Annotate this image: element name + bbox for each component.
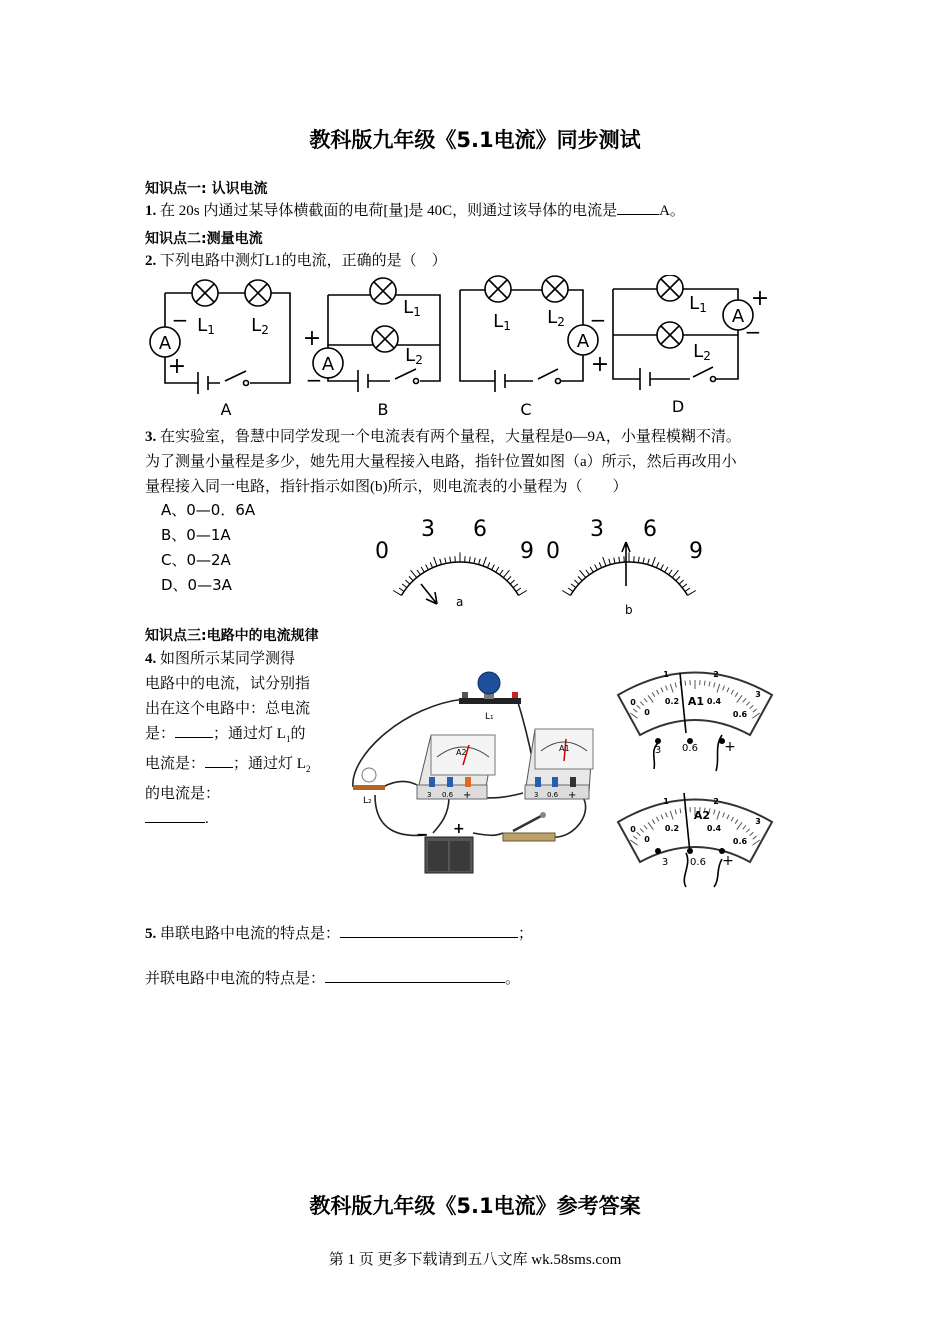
- scale-tick: [648, 559, 650, 565]
- lamp-label: L: [405, 345, 416, 366]
- dial-a1-tick: 2: [713, 670, 719, 679]
- question-4-text: 的电流是：: [145, 786, 221, 802]
- page-footer: 第 1 页 更多下载请到五八文库 wk.58sms.com: [328, 1252, 622, 1268]
- caption-b: b: [625, 603, 633, 617]
- meter-scale-a: [393, 552, 527, 595]
- scale-tick: [609, 559, 611, 565]
- dial-a1-terminal-3: 3: [654, 745, 662, 756]
- scale-tick: [409, 576, 413, 580]
- scale-tick: [599, 562, 601, 567]
- scale-tick: [669, 570, 672, 575]
- scale-tick: [661, 564, 664, 569]
- scale-tick: [474, 558, 475, 564]
- scale-tick: [679, 580, 683, 584]
- answer-blank: [175, 723, 213, 738]
- dial-a2-terminal-0-6: 0.6: [690, 857, 706, 868]
- scale-tick: [580, 570, 586, 577]
- scale-9: 9: [520, 539, 534, 564]
- question-4: [145, 647, 345, 832]
- dial-a1-tick: 3: [755, 690, 761, 699]
- scale-tick: [399, 588, 404, 591]
- option-label-c: C: [520, 400, 532, 419]
- scale-tick: [479, 559, 481, 565]
- battery-plus: +: [453, 821, 465, 837]
- option-a: A、0—0．6A: [161, 501, 256, 519]
- lamp-subscript: 1: [699, 301, 707, 315]
- scale-tick: [519, 590, 527, 595]
- ammeter-a1: [525, 729, 593, 801]
- dial-a2-label: A2: [693, 809, 711, 822]
- dial-a2-terminal-3: 3: [661, 857, 669, 868]
- lamp-label: L: [251, 315, 262, 336]
- scale-tick: [619, 557, 620, 563]
- ammeter-b: A: [321, 354, 335, 375]
- ammeter-d: A: [731, 306, 745, 327]
- scale-tick: [483, 557, 486, 566]
- question-4-text: 是：: [145, 726, 176, 742]
- scale-tick: [434, 557, 437, 566]
- circuit-diagrams: [140, 275, 780, 423]
- scale-tick: [421, 567, 424, 572]
- scale-tick: [603, 557, 606, 566]
- question-4-text: 的: [290, 726, 306, 742]
- dial-a2-tick: 0: [630, 825, 636, 834]
- option-label-a: A: [220, 400, 232, 419]
- ammeter-a: A: [158, 333, 172, 354]
- scale-tick: [445, 558, 446, 564]
- scale-tick: [405, 580, 409, 584]
- answer-blank: [325, 968, 505, 983]
- answer-blank: [145, 808, 205, 823]
- scale-tick: [614, 558, 615, 564]
- lamp-subscript: 2: [703, 349, 711, 363]
- terminal-plus: +: [568, 790, 577, 801]
- meter-scale-b: [562, 552, 696, 595]
- question-5-parallel-end: 。: [505, 971, 521, 987]
- bulb-l2: [353, 768, 385, 806]
- question-3-line-2: 为了测量小量程是多少，她先用大量程接入电路，指针位置如图（a）所示，然后再改用小: [145, 454, 737, 470]
- dial-a2-tick: 3: [755, 817, 761, 826]
- scale-tick: [402, 584, 407, 588]
- scale-tick: [586, 570, 589, 575]
- question-3-line-3: 量程接入同一电路，指针指示如图(b)所示，则电流表的小量程为（ ）: [145, 479, 628, 495]
- question-number: 5.: [145, 926, 157, 942]
- scale-tick: [492, 564, 495, 569]
- option-label-d: D: [671, 397, 685, 416]
- section-heading-1: 知识点一: 认识电流: [145, 181, 268, 197]
- plus-sign: +: [590, 352, 610, 377]
- scale-6: 6: [473, 517, 487, 542]
- scale-tick: [510, 580, 514, 584]
- plus-sign: +: [750, 286, 770, 311]
- scale-tick: [652, 557, 655, 566]
- question-number: 2.: [145, 253, 157, 269]
- option-list: [161, 498, 255, 598]
- dial-a1-tick: 0.4: [706, 697, 722, 706]
- scale-tick: [656, 562, 658, 567]
- scale-tick: [487, 562, 489, 567]
- answer-blank: [205, 753, 233, 768]
- scale-tick: [503, 570, 509, 577]
- question-2-text: 下列电路中测灯L1的电流，正确的是（ ）: [160, 253, 447, 269]
- scale-tick: [393, 590, 401, 595]
- dial-a2-tick: 0.2: [664, 824, 680, 833]
- svg-text:L1: [197, 315, 215, 337]
- scale-tick: [507, 576, 511, 580]
- lamp-label: L: [693, 341, 704, 362]
- svg-text:L2: [547, 307, 565, 329]
- question-4-text: ；通过灯 L: [213, 726, 286, 742]
- question-1: [145, 199, 825, 224]
- scale-tick: [682, 584, 687, 588]
- scale-tick: [574, 580, 578, 584]
- battery: [416, 821, 473, 873]
- option-label-b: B: [377, 400, 389, 419]
- question-number: 3.: [145, 429, 157, 445]
- question-5-parallel-text: 并联电路中电流的特点是：: [145, 971, 326, 987]
- lamp-label: L: [403, 297, 414, 318]
- scale-tick: [595, 564, 598, 569]
- scale-tick: [672, 570, 678, 577]
- terminal-0-6: 0.6: [442, 791, 454, 799]
- scale-tick: [590, 567, 593, 572]
- question-4-line: 出在这个电路中：总电流: [145, 701, 311, 717]
- lamp-subscript: 1: [503, 319, 511, 333]
- dial-a2-tick: 1: [663, 797, 669, 806]
- scale-3: 3: [421, 517, 435, 542]
- minus-sign: −: [305, 368, 323, 392]
- answer-title: 教科版九年级《5.1电流》参考答案: [309, 1194, 641, 1218]
- question-2: [145, 249, 447, 274]
- battery-minus: −: [416, 827, 428, 843]
- lamp-label: L: [197, 315, 208, 336]
- question-4-text: 电流是：: [145, 756, 206, 772]
- question-5-parallel: [145, 967, 520, 992]
- dial-a1-terminal-plus: +: [724, 739, 736, 755]
- lamp-subscript: 2: [557, 315, 565, 329]
- dial-a1-tick: 0: [630, 698, 636, 707]
- lamp-subscript: 2: [415, 353, 423, 367]
- minus-sign: −: [744, 320, 762, 344]
- question-4-text: ；通过灯 L: [233, 756, 306, 772]
- option-c: C、0—2A: [161, 551, 231, 569]
- svg-text:L2: [693, 341, 711, 363]
- dial-a2-tick: 0.6: [732, 837, 748, 846]
- answer-blank: [617, 200, 659, 215]
- subscript: 2: [305, 764, 311, 774]
- scale-tick: [578, 576, 582, 580]
- scale-tick: [469, 557, 470, 563]
- svg-text:L2: [405, 345, 423, 367]
- dial-figures: [610, 655, 780, 895]
- question-5-series-end: ；: [518, 926, 534, 942]
- scale-tick: [513, 584, 518, 588]
- svg-text:L2: [251, 315, 269, 337]
- scale-tick: [571, 584, 576, 588]
- svg-text:L1: [689, 293, 707, 315]
- lamp-label: L: [493, 311, 504, 332]
- circuit-d: [613, 275, 753, 390]
- caption-a: a: [456, 595, 464, 609]
- question-number: 4.: [145, 651, 157, 667]
- scale-tick: [430, 562, 432, 567]
- scale-6: 6: [643, 517, 657, 542]
- svg-text:L1: [493, 311, 511, 333]
- bulb-l1: [459, 672, 521, 722]
- lamp-subscript: 1: [413, 305, 421, 319]
- scale-tick: [562, 590, 570, 595]
- question-4-text: .: [205, 811, 209, 827]
- dial-a2-tick: 0.4: [706, 824, 722, 833]
- scale-tick: [426, 564, 429, 569]
- circuit-photo: [345, 665, 605, 880]
- question-4-line: 如图所示某同学测得: [160, 651, 296, 667]
- meter-a2-label: A2: [456, 748, 467, 757]
- dial-a1-tick: 0.2: [664, 697, 680, 706]
- dial-a1-label: A1: [687, 695, 705, 708]
- dial-a2-terminal-plus: +: [722, 853, 734, 869]
- option-b: B、0—1A: [161, 526, 231, 544]
- terminal-0-6: 0.6: [547, 791, 559, 799]
- dial-a1-tick: 0: [644, 708, 650, 717]
- scale-arc: [570, 562, 687, 595]
- scale-arc: [401, 562, 518, 595]
- scale-tick: [685, 588, 690, 591]
- question-number: 1.: [145, 203, 157, 219]
- dial-a2-tick: 0: [644, 835, 650, 844]
- scale-tick: [568, 588, 573, 591]
- terminal-plus: +: [463, 790, 472, 801]
- minus-sign: −: [171, 308, 189, 332]
- meter-a1-label: A1: [559, 744, 570, 753]
- scale-tick: [638, 557, 639, 563]
- question-3-line-1: 在实验室，鲁慧中同学发现一个电流表有两个量程，大量程是0—9A，小量程模糊不清。: [160, 429, 741, 445]
- lamp-subscript: 2: [261, 323, 269, 337]
- scale-tick: [496, 567, 499, 572]
- question-1-unit: A。: [659, 203, 685, 219]
- plus-sign: +: [167, 354, 187, 379]
- scale-9: 9: [689, 539, 703, 564]
- scale-tick: [411, 570, 417, 577]
- lamp-label: L: [547, 307, 558, 328]
- scale-tick: [500, 570, 503, 575]
- dial-a1-terminal-0-6: 0.6: [682, 743, 698, 754]
- scale-0: 0: [546, 539, 560, 564]
- ammeter-c: A: [576, 331, 590, 352]
- scale-tick: [417, 570, 420, 575]
- pointer-a: [421, 584, 437, 604]
- plus-sign: +: [302, 326, 322, 351]
- question-4-line: 电路中的电流，试分别指: [145, 676, 311, 692]
- dial-tick: [704, 681, 705, 686]
- section-heading-3: 知识点三:电路中的电流规律: [145, 628, 319, 644]
- scale-tick: [665, 567, 668, 572]
- dial-a2-tick: 2: [713, 797, 719, 806]
- minus-sign: −: [589, 308, 607, 332]
- scale-3: 3: [590, 517, 604, 542]
- pointer-b: [622, 542, 630, 586]
- terminal-3: 3: [427, 791, 432, 799]
- scale-tick: [676, 576, 680, 580]
- dial-tick: [685, 681, 686, 686]
- subscript: 1: [285, 734, 291, 744]
- bulb-l1-label: L₁: [485, 712, 494, 722]
- dial-a1-tick: 0.6: [732, 710, 748, 719]
- svg-text:L1: [403, 297, 421, 319]
- scale-0: 0: [375, 539, 389, 564]
- scale-tick: [440, 559, 442, 565]
- dial-a1-tick: 1: [663, 670, 669, 679]
- scale-tick: [516, 588, 521, 591]
- answer-blank: [340, 923, 518, 938]
- page-title: 教科版九年级《5.1电流》同步测试: [309, 128, 641, 152]
- scale-tick: [688, 590, 696, 595]
- question-5-series: 串联电路中电流的特点是：: [160, 926, 341, 942]
- scale-tick: [643, 558, 644, 564]
- lamp-subscript: 1: [207, 323, 215, 337]
- question-5: [145, 922, 533, 947]
- meter-scale-figures: [365, 508, 715, 620]
- ammeter-a2: [417, 735, 495, 801]
- lamp-label: L: [689, 293, 700, 314]
- scale-tick: [450, 557, 451, 563]
- question-1-text: 在 20s 内通过某导体横截面的电荷[量]是 40C，则通过该导体的电流是: [160, 203, 618, 219]
- bulb-l2-label: L₂: [363, 796, 372, 806]
- option-d: D、0—3A: [161, 576, 232, 594]
- question-3: [145, 425, 835, 500]
- section-heading-2: 知识点二:测量电流: [145, 231, 263, 247]
- terminal-3: 3: [534, 791, 539, 799]
- switch: [503, 812, 555, 841]
